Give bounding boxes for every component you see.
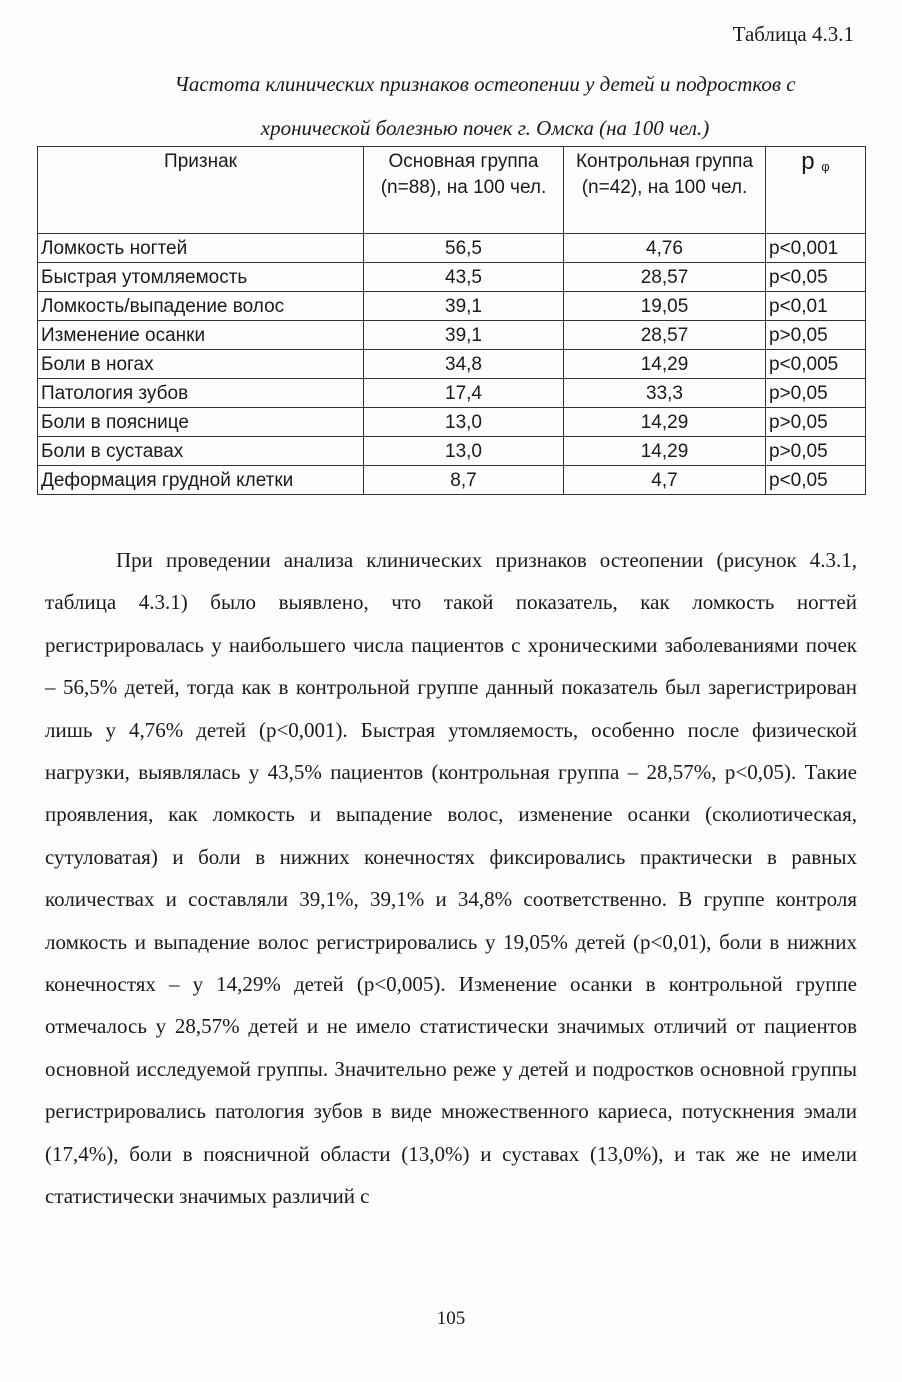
cell-p: p<0,01 <box>766 292 866 321</box>
cell-control: 28,57 <box>564 321 766 350</box>
cell-p: p>0,05 <box>766 408 866 437</box>
cell-main: 39,1 <box>364 321 564 350</box>
header-control-group: Контрольная группа (n=42), на 100 чел. <box>564 147 766 234</box>
cell-control: 4,76 <box>564 234 766 263</box>
table-header-row <box>38 147 866 234</box>
table-row <box>38 408 866 437</box>
cell-sign: Ломкость/выпадение волос <box>38 292 364 321</box>
header-main-group: Основная группа (n=88), на 100 чел. <box>364 147 564 234</box>
cell-sign: Боли в суставах <box>38 437 364 466</box>
cell-sign: Ломкость ногтей <box>38 234 364 263</box>
table-row <box>38 234 866 263</box>
cell-control: 4,7 <box>564 466 766 495</box>
cell-sign: Боли в пояснице <box>38 408 364 437</box>
header-p-letter: р <box>801 148 815 175</box>
cell-sign: Изменение осанки <box>38 321 364 350</box>
table-row <box>38 350 866 379</box>
body-paragraph: При проведении анализа клинических признаков остеопении (рисунок 4.3.1, таблица 4.3.1) было выявлено, что такой показатель, как ломкость ногтей регистрировалась у наибольшего числа пациентов с хроническими заболеваниями почек – 56,5% детей, тогда как в контрольной группе данный показатель был зарегистрирован лишь у 4,76% детей (p<0,001). Быстрая утомляемость, особенно после физической нагрузки, выявлялась у 43,5% пациентов (контрольная группа – 28,57%, p<0,05). Такие проявления, как ломкость и выпадение волос, изменение осанки (сколиотическая, сутуловатая) и боли в нижних конечностях фиксировались практически в равных количествах и составляли 39,1%, 39,1% и 34,8% соответственно. В группе контроля ломкость и выпадение волос регистрировались у 19,05% детей (p<0,01), боли в нижних конечностях – у 14,29% детей (p<0,005). Изменение осанки в контрольной группе отмечалось у 28,57% детей и не имело статистически значимых отличий от пациентов основной исследуемой группы. Значительно реже у детей и подростков основной группы регистрировались патология зубов в виде множественного кариеса, потускнения эмали (17,4%), боли в поясничной области (13,0%) и суставах (13,0%), и так же не имели статистически значимых различий с <box>45 548 857 1209</box>
cell-main: 17,4 <box>364 379 564 408</box>
table-row <box>38 263 866 292</box>
cell-sign: Деформация грудной клетки <box>38 466 364 495</box>
table-title <box>70 62 900 150</box>
table-row <box>38 292 866 321</box>
cell-control: 33,3 <box>564 379 766 408</box>
cell-p: p>0,05 <box>766 321 866 350</box>
cell-p: p<0,05 <box>766 263 866 292</box>
table-title-line-2: хронической болезнью почек г. Омска (на 100 чел.) <box>260 116 710 140</box>
cell-p: p<0,001 <box>766 234 866 263</box>
cell-control: 28,57 <box>564 263 766 292</box>
cell-control: 19,05 <box>564 292 766 321</box>
cell-sign: Быстрая утомляемость <box>38 263 364 292</box>
table-row <box>38 466 866 495</box>
table-caption: Таблица 4.3.1 <box>732 22 854 46</box>
page-number: 105 <box>436 1308 466 1329</box>
cell-main: 43,5 <box>364 263 564 292</box>
cell-p: p>0,05 <box>766 437 866 466</box>
cell-main: 34,8 <box>364 350 564 379</box>
cell-control: 14,29 <box>564 350 766 379</box>
cell-main: 39,1 <box>364 292 564 321</box>
cell-sign: Патология зубов <box>38 379 364 408</box>
cell-p: p>0,05 <box>766 379 866 408</box>
cell-control: 14,29 <box>564 437 766 466</box>
header-sign: Признак <box>38 147 364 234</box>
table-title-line-1: Частота клинических признаков остеопении у детей и подростков с <box>174 72 796 96</box>
cell-main: 13,0 <box>364 437 564 466</box>
cell-control: 14,29 <box>564 408 766 437</box>
data-table <box>37 146 866 495</box>
table-row <box>38 379 866 408</box>
cell-main: 8,7 <box>364 466 564 495</box>
cell-sign: Боли в ногах <box>38 350 364 379</box>
cell-p: p<0,05 <box>766 466 866 495</box>
cell-p: p<0,005 <box>766 350 866 379</box>
table-row <box>38 437 866 466</box>
header-p-subscript: φ <box>821 159 830 174</box>
header-p <box>766 147 866 234</box>
cell-main: 13,0 <box>364 408 564 437</box>
cell-main: 56,5 <box>364 234 564 263</box>
table-row <box>38 321 866 350</box>
